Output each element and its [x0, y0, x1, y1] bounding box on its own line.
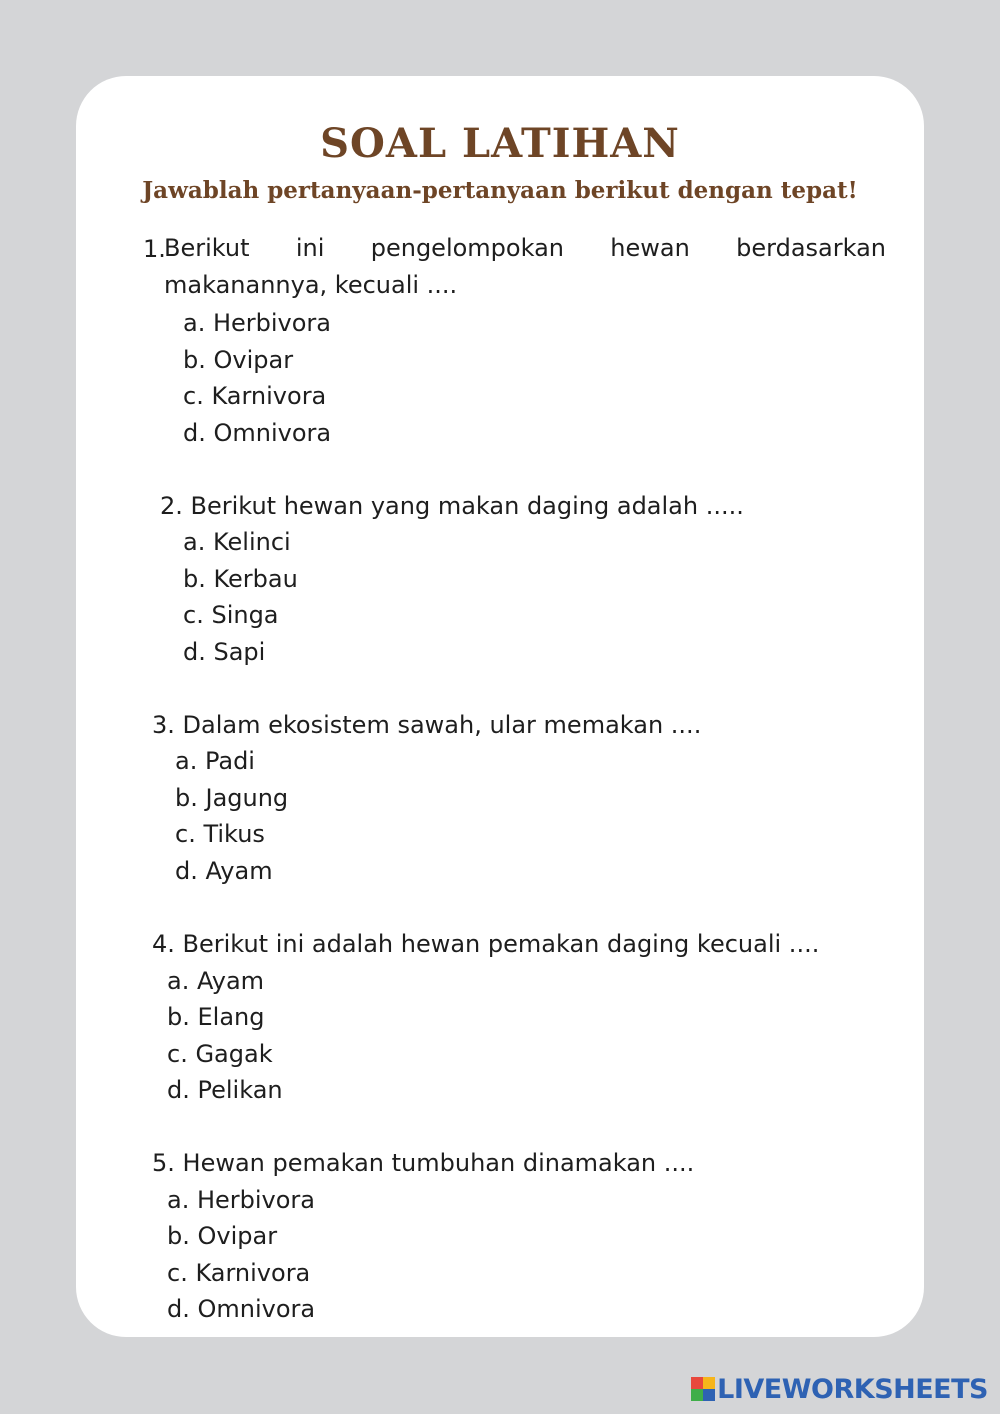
question-2-text: 2. Berikut hewan yang makan daging adalah .....	[160, 492, 744, 520]
logo-square-blue	[703, 1389, 715, 1401]
logo-square-red	[691, 1377, 703, 1389]
question-4-option-d: d. Pelikan	[167, 1076, 283, 1104]
liveworksheets-brand-text: LIVEWORKSHEETS	[717, 1373, 988, 1405]
question-3-option-c: c. Tikus	[175, 820, 265, 848]
question-1-text: Berikut ini pengelompokan hewan berdasarkan makanannya, kecuali ....	[164, 234, 886, 299]
question-4-option-c: c. Gagak	[167, 1040, 273, 1068]
logo-square-green	[691, 1389, 703, 1401]
question-5-option-d: d. Omnivora	[167, 1295, 316, 1323]
question-5-option-b: b. Ovipar	[167, 1222, 278, 1250]
question-2-option-a: a. Kelinci	[183, 528, 291, 556]
question-5-text: 5. Hewan pemakan tumbuhan dinamakan ....	[152, 1149, 695, 1177]
question-3-option-a: a. Padi	[175, 747, 255, 775]
question-5-option-c: c. Karnivora	[167, 1259, 311, 1287]
question-2-option-c: c. Singa	[183, 601, 279, 629]
question-1-option-c: c. Karnivora	[183, 382, 327, 410]
logo-square-yellow	[703, 1377, 715, 1389]
question-1-option-a: a. Herbivora	[183, 309, 332, 337]
question-3-option-b: b. Jagung	[175, 784, 289, 812]
question-4-text: 4. Berikut ini adalah hewan pemakan daging kecuali ....	[152, 930, 820, 958]
question-3-option-d: d. Ayam	[175, 857, 273, 885]
liveworksheets-logo-icon	[691, 1377, 715, 1401]
question-5-option-a: a. Herbivora	[167, 1186, 316, 1214]
liveworksheets-logo[interactable]	[691, 1374, 988, 1404]
page-title: SOAL LATIHAN	[320, 120, 680, 167]
page-subtitle: Jawablah pertanyaan-pertanyaan berikut dengan tepat!	[142, 177, 858, 204]
question-1-option-d: d. Omnivora	[183, 419, 332, 447]
question-2-option-d: d. Sapi	[183, 638, 266, 666]
question-1-number: 1.	[143, 235, 166, 263]
question-3-text: 3. Dalam ekosistem sawah, ular memakan ....	[152, 711, 702, 739]
question-4-option-b: b. Elang	[167, 1003, 265, 1031]
question-4-option-a: a. Ayam	[167, 967, 265, 995]
question-1-option-b: b. Ovipar	[183, 346, 294, 374]
question-2-option-b: b. Kerbau	[183, 565, 298, 593]
